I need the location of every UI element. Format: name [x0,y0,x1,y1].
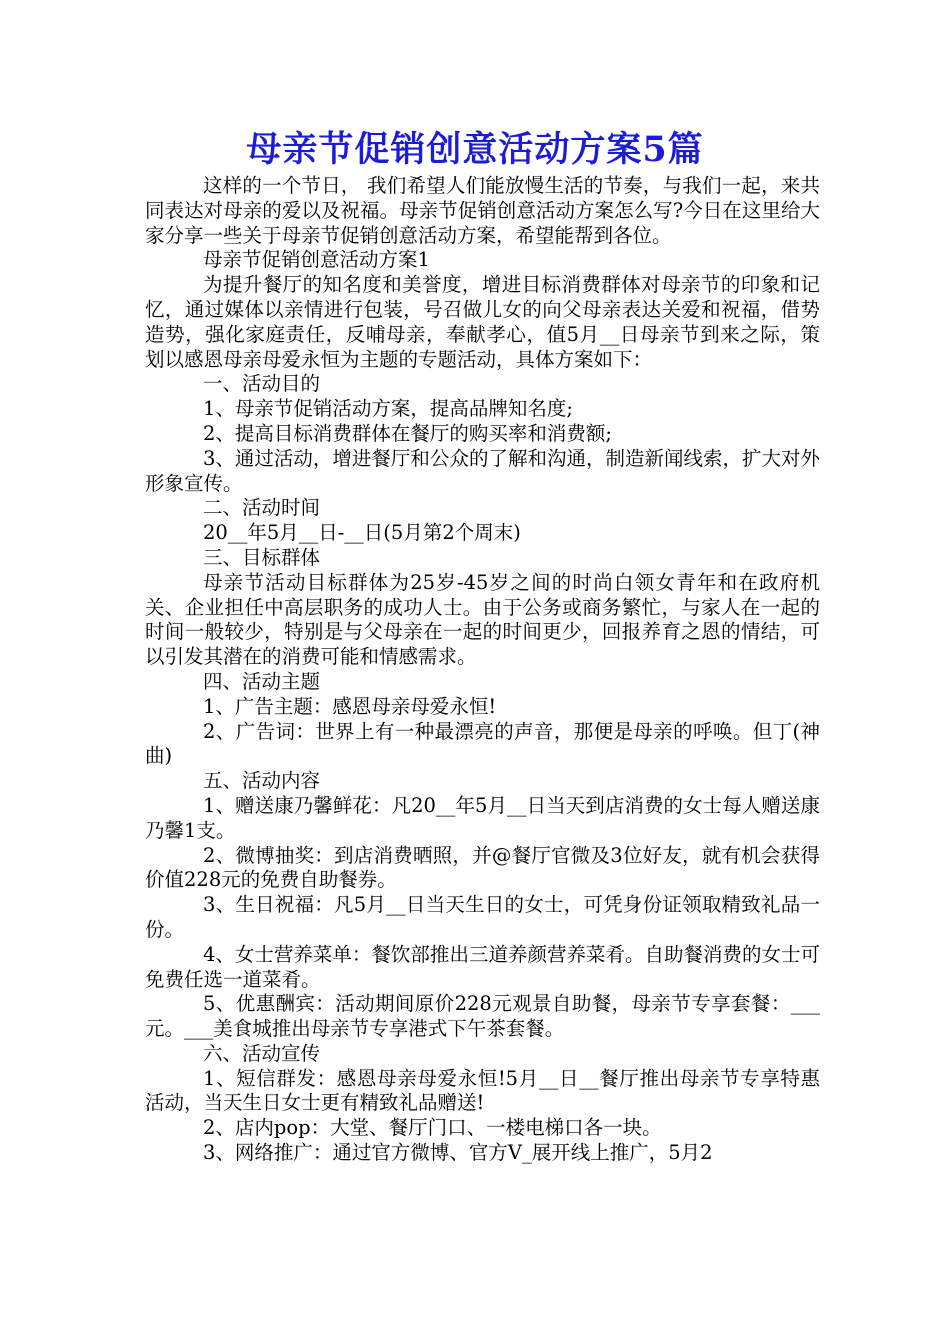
list-item: 1、短信群发：感恩母亲母爱永恒!5月__日__餐厅推出母亲节专享特惠活动，当天生日女士更有精致礼品赠送! [145,1066,820,1115]
section-heading: 一、活动目的 [203,372,321,396]
list-item: 3、通过活动，增进餐厅和公众的了解和沟通，制造新闻线索，扩大对外形象宣传。 [145,446,820,495]
section-heading: 母亲节促销创意活动方案1 [203,248,430,272]
paragraph: 这样的一个节日， 我们希望人们能放慢生活的节奏，与我们一起，来共同表达对母亲的爱以及祝福。母亲节促销创意活动方案怎么写?今日在这里给大家分享一些关于母亲节促销创意活动方案，希望能帮到各位。 [145,174,820,247]
paragraph: 为提升餐厅的知名度和美誉度，增进目标消费群体对母亲节的印象和记忆，通过媒体以亲情进行包装，号召做儿女的向父母亲表达关爱和祝福，借势造势，强化家庭责任，反哺母亲，奉献孝心，值5月__日母亲节到来之际，策划以感恩母亲母爱永恒为主题的专题活动，具体方案如下： [145,273,820,371]
list-item: 3、生日祝福：凡5月__日当天生日的女士，可凭身份证领取精致礼品一份。 [145,893,820,941]
section-heading: 三、目标群体 [203,545,321,569]
section-heading: 六、活动宣传 [203,1041,321,1065]
list-item: 1、广告主题：感恩母亲母爱永恒! [203,694,497,718]
document-body [145,174,820,1166]
section-heading: 二、活动时间 [203,496,321,520]
paragraph: 母亲节活动目标群体为25岁-45岁之间的时尚白领女青年和在政府机关、企业担任中高层职务的成功人士。由于公务或商务繁忙，与家人在一起的时间一般较少，特别是与父母亲在一起的时间更少，回报养育之恩的情结，可以引发其潜在的消费可能和情感需求。 [145,570,820,669]
document-title: 母亲节促销创意活动方案5篇 [246,129,704,170]
list-item: 2、广告词：世界上有一种最漂亮的声音，那便是母亲的呼唤。但丁(神曲) [145,719,820,768]
list-item: 3、网络推广：通过官方微博、官方V_展开线上推广，5月2 [203,1141,713,1165]
list-item: 1、赠送康乃馨鲜花：凡20__年5月__日当天到店消费的女士每人赠送康乃馨1支。 [145,793,820,842]
list-item: 2、提高目标消费群体在餐厅的购买率和消费额; [203,421,612,445]
list-item: 5、优惠酬宾：活动期间原价228元观景自助餐，母亲节专享套餐：___元。___美食城推出母亲节专享港式下午茶套餐。 [145,992,820,1041]
list-item: 2、微博抽奖：到店消费晒照，并@餐厅官微及3位好友，就有机会获得价值228元的免费自助餐券。 [145,843,820,892]
paragraph: 20__年5月__日-__日(5月第2个周末) [203,521,521,545]
section-heading: 五、活动内容 [203,769,321,793]
list-item: 1、母亲节促销活动方案，提高品牌知名度; [203,397,573,421]
section-heading: 四、活动主题 [203,669,321,693]
list-item: 2、店内pop：大堂、餐厅门口、一楼电梯口各一块。 [203,1116,662,1140]
list-item: 4、女士营养菜单：餐饮部推出三道养颜营养菜肴。自助餐消费的女士可免费任选一道菜肴。 [145,942,820,991]
